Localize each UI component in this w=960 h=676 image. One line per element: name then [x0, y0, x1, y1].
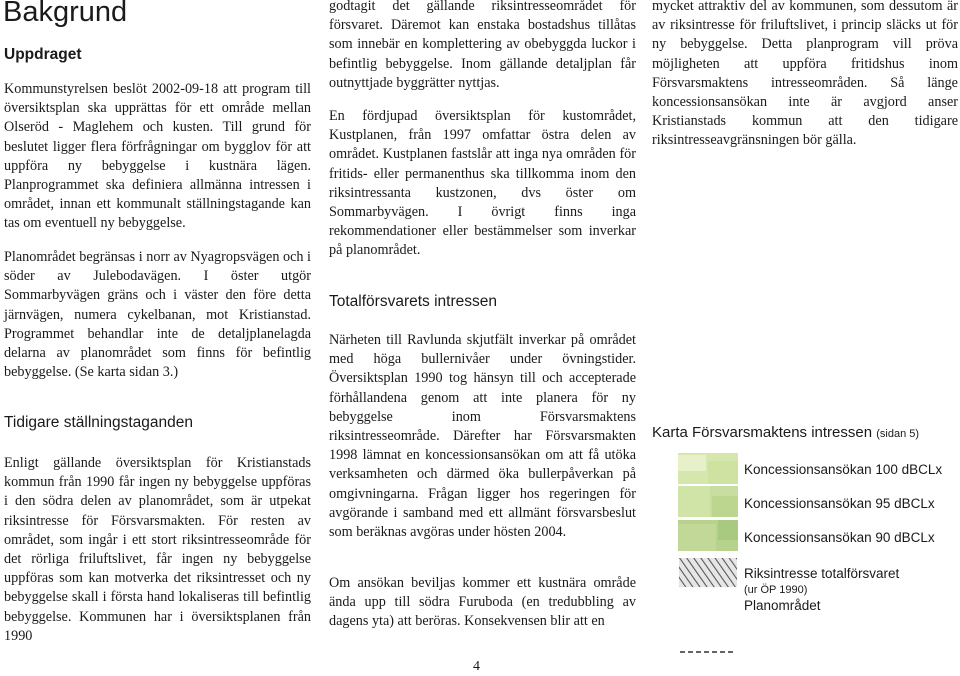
legend-sublabel-op1990: (ur ÖP 1990): [744, 584, 808, 596]
paragraph-kustplanen: En fördjupad översiktsplan för kustområdet, Kustplanen, från 1997 omfattar östra delen av området. Kustplanen fastslår att inga nya områden för fritids- eller permanenthus ska tillkomma inom den riksintressanta kustzonen, dvs öster om Sommarbyvägen. I övrigt finns inga rekommendationer eller bestämmelser som inverkar på planområdet.: [329, 108, 636, 259]
legend-label-90: Koncessionsansökan 90 dBCLx: [744, 530, 935, 545]
legend-label-95: Koncessionsansökan 95 dBCLx: [744, 496, 935, 511]
legend-swatch-95: [678, 486, 738, 517]
paragraph-uppdraget: Kommunstyrelsen beslöt 2002-09-18 att program till översiktsplan ska upprättas för ett område mellan Olseröd - Maglehem och kusten. Till grund för beslutet ligger flera förfrågningar om bygglov för att uppföra ny bebyggelse i kustnära lägen. Planprogrammet ska definiera allmänna intressen i området, innan ett kommunalt ställningstagande kan tas om eventuell ny bebyggelse.: [4, 81, 311, 232]
paragraph-planomradet: Planområdet begränsas i norr av Nyagropsvägen och i söder av Julebodavägen. I öster utgör Sommarbyvägen gräns och i väster den före detta järnvägen, numera cykelbanan, mot Kristianstad. Programmet behandlar inte de detaljplanelagda delarna av planområdet som finns för befintlig bebyggelse. (Se karta sidan 3.): [4, 249, 311, 381]
paragraph-riksintresse: godtagit det gällande riksintresseområdet för försvaret. Däremot kan enstaka bostadshus tillåtas som innebär en komplettering av obebyggda luckor i befintlig bebyggelse. Inom gällande detaljplan får outnyttjade byggrätter nyttjas.: [329, 0, 636, 91]
map-legend-title-ref: (sidan 5): [876, 428, 920, 440]
legend-label-riksintresse: Riksintresse totalförsvaret: [744, 566, 900, 581]
legend-swatch-riksintresse: [678, 558, 738, 588]
paragraph-ansokan: Om ansökan beviljas kommer ett kustnära område ända upp till södra Furuboda (en tredubbling av dagens yta) att beröras. Konsekvensen blir att en: [329, 575, 636, 630]
heading-totalforsvar: Totalförsvarets intressen: [329, 293, 497, 310]
paragraph-attraktiv: mycket attraktiv del av kommunen, som dessutom är av riksintresse för friluftslivet, i princip släcks ut för ny bebyggelse. Detta planprogram vill pröva möjligheten att uppföra fritidshus inom Försvarsmaktens intresseområden. Så länge koncessionsansökan inte är avgjord anser Kristianstads kommun att den tidigare riksintresseavgränsningen bör gälla.: [652, 0, 958, 149]
legend-label-planomradet: Planområdet: [744, 598, 821, 613]
legend-swatch-90: [678, 520, 738, 551]
map-legend-title-text: Karta Försvarsmaktens intressen: [652, 424, 873, 441]
paragraph-tidigare: Enligt gällande översiktsplan för Kristianstads kommun från 1990 får ingen ny bebyggelse uppföras i den södra delen av planområdet, som är utpekat riksintresse för Försvarsmakten. För resten av området, som ingår i ett stort riksintresseområde för det rörliga friluftslivet, får ingen ny bebyggelse uppföras som kan motverka det riksintresset och ny bebyggelse skall i första hand lokaliseras till befintlig bebyggelse. Kommunen har i översiktsplanen från 1990: [4, 455, 311, 644]
legend-swatch-100: [678, 453, 738, 484]
map-legend-title: [652, 424, 919, 441]
heading-uppdraget: Uppdraget: [4, 46, 82, 63]
legend-swatch-planomradet: [678, 594, 738, 654]
paragraph-ravlunda: Närheten till Ravlunda skjutfält inverkar på området med höga bullernivåer under övningstider. Översiktsplan 1990 tog hänsyn till och accepterade förhållandena genom att inte planera för ny bebyggelse inom Försvarsmaktens riksintresseområde. Därefter har Försvarsmakten 1998 lämnat en koncessionsansökan om att få utöka verksamheten och därmed öka bullerpåverkan på omgivningarna. Frågan ligger hos regeringen för avgörande i samband med ett allmänt försvarsbeslut som beräknas avgöras under hösten 2004.: [329, 332, 636, 541]
page-number: 4: [473, 659, 480, 674]
page-title: Bakgrund: [3, 0, 128, 28]
legend-label-100: Koncessionsansökan 100 dBCLx: [744, 462, 943, 477]
heading-tidigare: Tidigare ställningstaganden: [4, 414, 193, 431]
